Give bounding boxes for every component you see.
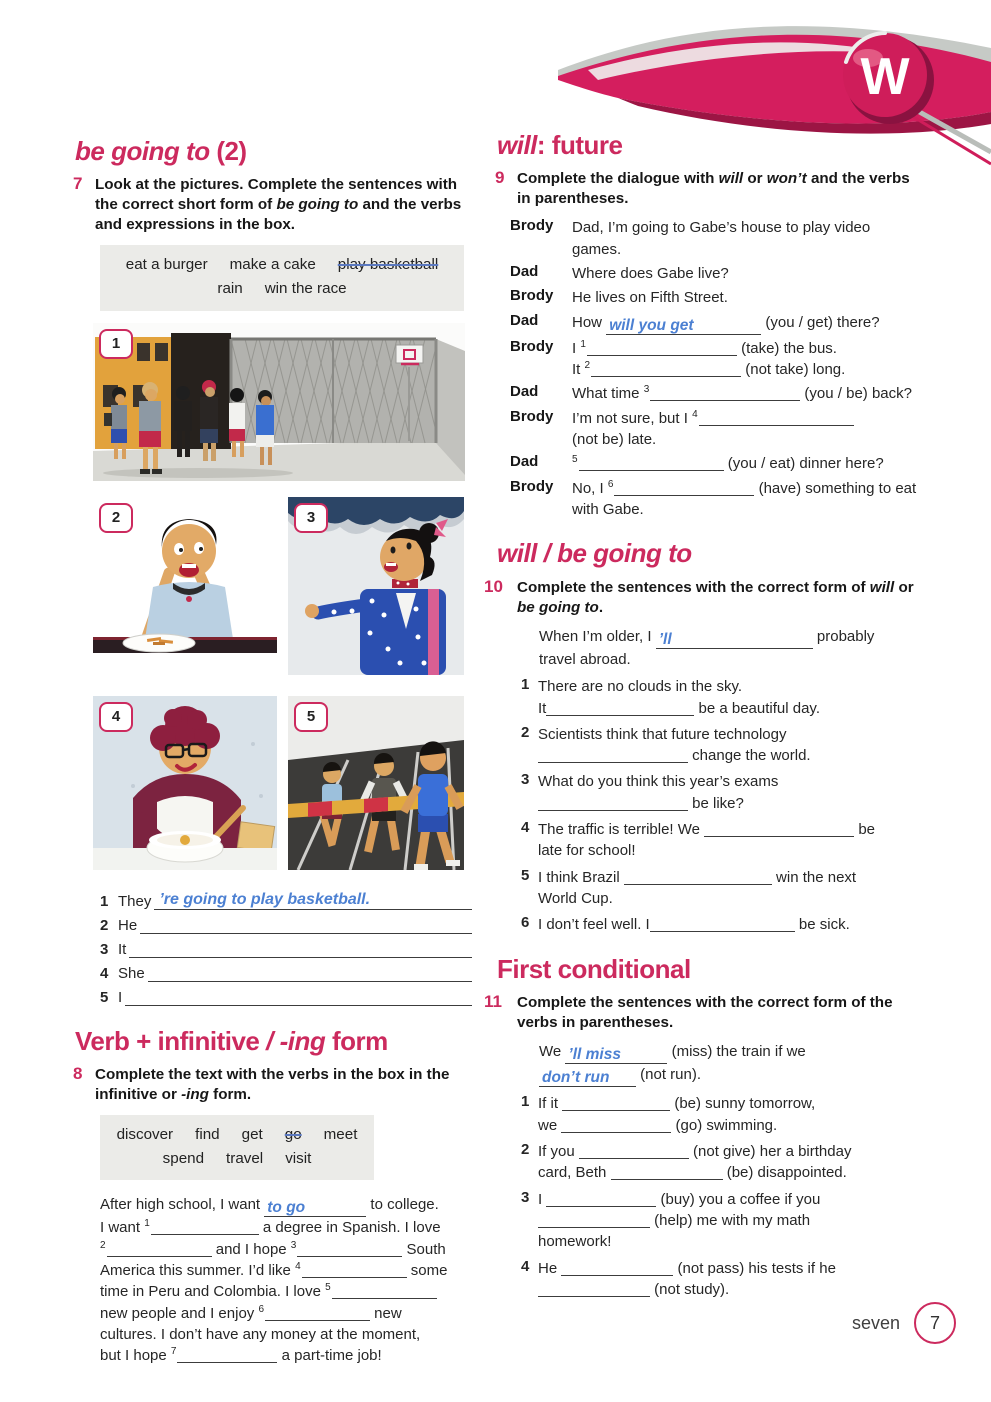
text: How — [572, 313, 607, 331]
text: be — [854, 821, 876, 839]
picture-5 — [288, 696, 464, 875]
picture-1 — [93, 323, 465, 481]
text: (not give) her a birthday — [688, 1143, 852, 1161]
text: get — [241, 1126, 263, 1144]
handwritten-answer: to go — [264, 1200, 366, 1217]
answer-line — [100, 941, 472, 958]
answer-pronoun: She — [118, 964, 145, 982]
text: to college. — [366, 1196, 439, 1214]
text: We — [539, 1042, 566, 1060]
italic-text: will — [497, 130, 537, 160]
item-number: 4 — [521, 819, 530, 837]
dialogue-row — [510, 263, 921, 284]
section-heading-verb-infinitive — [75, 1025, 473, 1056]
text: and the verbs and expressions in the box. — [95, 196, 462, 234]
text: Complete the sentences with the correct form of the verbs in parentheses. — [517, 993, 893, 1031]
word-box-line — [106, 253, 458, 277]
exercise-number: 9 — [495, 168, 505, 188]
text: If it — [538, 1095, 563, 1113]
blank-number: 6 — [607, 478, 614, 490]
text: form. — [208, 1085, 252, 1103]
text: meet — [323, 1126, 358, 1144]
answer-pronoun: It — [118, 940, 127, 958]
answer-pronoun: They — [118, 892, 152, 910]
section-heading-will-future — [497, 132, 921, 159]
text: change the world. — [688, 747, 811, 765]
text: (you / be) back? — [800, 385, 912, 403]
exercise-7-answers — [100, 893, 472, 1006]
item-number: 4 — [521, 1257, 530, 1275]
sentence-item — [521, 771, 921, 814]
blank-line — [107, 1242, 212, 1257]
blank-line — [151, 1220, 259, 1235]
dialogue-row — [510, 217, 921, 260]
sentence-item — [521, 1258, 921, 1301]
dialogue-text — [572, 453, 921, 474]
dialogue-text — [572, 478, 921, 521]
exercise-10-instructions — [517, 578, 921, 618]
exercise-number: 11 — [484, 991, 502, 1011]
blank-number: 1 — [144, 1218, 150, 1230]
blank-line — [591, 362, 741, 377]
dialogue-text — [572, 408, 921, 451]
text: visit — [285, 1149, 312, 1167]
page-number: 7 — [930, 1312, 941, 1333]
item-text — [538, 867, 921, 910]
blank-line — [611, 1165, 723, 1180]
exercise-11 — [484, 991, 921, 1033]
text: I don’t feel well. I — [538, 916, 650, 934]
dialogue-text — [572, 263, 921, 284]
exercise-7 — [75, 175, 473, 235]
text: (not take) long. — [741, 361, 846, 379]
page-number-circle — [914, 1302, 956, 1344]
blank-line — [624, 870, 772, 885]
exercise-8-instructions — [95, 1065, 473, 1105]
picture-number-badge: 3 — [294, 503, 328, 533]
text: He lives on Fifth Street. — [572, 289, 728, 307]
word-box-ex7 — [100, 245, 464, 310]
italic-text: -ing — [181, 1085, 209, 1103]
blank-line — [579, 1144, 689, 1159]
text: Scientists think that future technology — [538, 725, 787, 743]
speaker-name: Dad — [510, 453, 539, 471]
text: a part-time job! — [277, 1347, 382, 1365]
text: I think Brazil — [538, 868, 624, 886]
blank-line — [538, 796, 688, 811]
blank-line — [546, 1192, 656, 1207]
exercise-8 — [75, 1065, 473, 1105]
dialogue-row — [510, 478, 921, 521]
text: find — [195, 1126, 220, 1144]
dialogue-row — [510, 408, 921, 451]
exercise-11-instructions — [517, 993, 921, 1033]
text: (help) me with my math — [650, 1211, 811, 1229]
text: but I hope — [100, 1347, 171, 1365]
blank-line — [265, 1306, 370, 1321]
section-heading-first-conditional — [497, 953, 921, 984]
text: . — [598, 598, 604, 616]
word-box-line — [106, 1123, 368, 1147]
text: (buy) you a coffee if you — [656, 1190, 821, 1208]
exercise-8-text — [100, 1194, 472, 1366]
italic-text: be going to — [276, 196, 359, 214]
exercise-10-items — [521, 676, 921, 935]
text: make a cake — [229, 256, 316, 274]
speaker-name: Dad — [510, 383, 539, 401]
exercise-11-items — [521, 1093, 921, 1300]
item-text — [538, 914, 921, 935]
sentence-item — [521, 819, 921, 862]
item-text — [538, 819, 921, 862]
answer-line — [100, 917, 472, 934]
answer-number: 5 — [100, 988, 109, 1006]
text: (not pass) his tests if he — [673, 1259, 836, 1277]
text: win the race — [264, 280, 347, 298]
sentence-item — [521, 1093, 921, 1136]
item-text — [538, 676, 921, 719]
text: some — [406, 1262, 448, 1280]
page-footer — [852, 1302, 956, 1344]
text: The traffic is terrible! We — [538, 821, 705, 839]
page-number-word: seven — [852, 1312, 901, 1333]
blank-number: 6 — [258, 1303, 265, 1315]
text: a degree in Spanish. I love — [258, 1219, 441, 1237]
text: (be) disappointed. — [722, 1164, 847, 1182]
item-number: 5 — [521, 866, 530, 884]
blank-line — [538, 1213, 650, 1228]
text: (not study). — [650, 1280, 730, 1298]
speaker-name: Brody — [510, 217, 554, 235]
sentence-item — [521, 676, 921, 719]
answer-line — [100, 893, 472, 910]
text: I want — [100, 1219, 145, 1237]
text: (have) something to eat with Gabe. — [572, 479, 917, 518]
dialogue-text — [572, 217, 921, 260]
blank-line — [587, 341, 737, 356]
answer-pronoun: He — [118, 916, 138, 934]
dialogue — [510, 217, 921, 520]
word-box-line — [106, 1147, 368, 1171]
item-text — [538, 1189, 921, 1253]
exercise-10-example — [539, 626, 921, 671]
dialogue-row — [510, 312, 921, 335]
blank-line — [297, 1242, 402, 1257]
blank-line — [177, 1348, 277, 1363]
blank-line — [579, 456, 724, 471]
exercise-9-instructions — [517, 169, 921, 209]
handwritten-answer: will you get — [606, 318, 761, 335]
blank-line — [650, 917, 795, 932]
text: What do you think this year’s exams — [538, 773, 779, 791]
handwritten-answer: ’re going to play basketball. — [154, 891, 472, 910]
answer-writing-line — [148, 981, 472, 982]
text: form — [325, 1025, 388, 1056]
dialogue-row — [510, 338, 921, 381]
text: After high school, I want — [100, 1196, 265, 1214]
dialogue-row — [510, 383, 921, 404]
text: spend — [162, 1149, 205, 1167]
answer-writing-line — [125, 1005, 472, 1006]
text: be a beautiful day. — [694, 699, 820, 717]
picture-2 — [93, 497, 277, 680]
text: card, Beth — [538, 1164, 611, 1182]
text: Verb + infinitive — [75, 1025, 267, 1056]
text: Complete the text with the verbs in the box in the infinitive or — [95, 1065, 450, 1103]
text: When I’m older, I — [539, 627, 656, 645]
text: (you / get) there? — [761, 313, 880, 331]
item-text — [538, 1258, 921, 1301]
picture-number-badge: 5 — [294, 702, 328, 732]
dialogue-text — [572, 312, 921, 335]
text: or — [894, 578, 914, 596]
blank-line — [538, 1282, 650, 1297]
italic-text: will — [718, 170, 744, 188]
blank-line — [538, 748, 688, 763]
blank-number: 5 — [572, 454, 578, 466]
sentence-item — [521, 1189, 921, 1253]
italic-text: won’t — [766, 170, 807, 188]
italic-text: be going to — [75, 136, 210, 166]
item-text — [538, 724, 921, 767]
text: time in Peru and Colombia. I love — [100, 1283, 326, 1301]
blank-number: 2 — [100, 1239, 106, 1251]
text: Complete the sentences with the correct form of — [517, 578, 870, 596]
sentence-item — [521, 867, 921, 910]
exercise-9 — [497, 169, 921, 209]
italic-text: be going to — [517, 598, 599, 616]
blank-line — [332, 1284, 437, 1299]
speaker-name: Brody — [510, 407, 554, 425]
text: (you / eat) dinner here? — [723, 455, 884, 473]
dialogue-row — [510, 287, 921, 308]
text: homework! — [538, 1233, 612, 1251]
exercise-7-instructions — [95, 175, 473, 235]
dialogue-text — [572, 338, 921, 381]
crossed-out-word: play basketball — [337, 256, 439, 274]
text: discover — [116, 1126, 174, 1144]
text: probably — [812, 627, 875, 645]
blank-line — [562, 1096, 670, 1111]
text: (miss) the train if we — [667, 1042, 806, 1060]
text: What time — [572, 385, 644, 403]
speaker-name: Brody — [510, 337, 554, 355]
answer-number: 4 — [100, 964, 109, 982]
blank-line — [699, 411, 854, 426]
blank-number: 2 — [584, 360, 591, 372]
section-heading-be-going-to — [75, 138, 473, 165]
illustration-basketball-court — [93, 323, 465, 481]
answer-line — [100, 965, 472, 982]
exercise-number: 8 — [73, 1063, 83, 1083]
right-column — [484, 130, 921, 1305]
answer-line — [100, 989, 472, 1006]
text: eat a burger — [125, 256, 208, 274]
text: First conditional — [497, 953, 691, 984]
text: be sick. — [794, 916, 850, 934]
answer-number: 2 — [100, 916, 109, 934]
text: Complete the dialogue with — [517, 170, 719, 188]
blank-number: 4 — [692, 408, 698, 420]
word-box-line — [106, 277, 458, 301]
item-number: 2 — [521, 1141, 530, 1159]
text: (be) sunny tomorrow, — [670, 1095, 816, 1113]
item-number: 6 — [521, 914, 530, 932]
text: (not be) late. — [572, 431, 657, 449]
item-number: 3 — [521, 771, 530, 789]
text: Where does Gabe live? — [572, 265, 729, 283]
item-text — [538, 1093, 921, 1136]
text: I — [572, 339, 581, 357]
sentence-item — [521, 724, 921, 767]
text: World Cup. — [538, 889, 613, 907]
answer-writing-line — [129, 957, 472, 958]
text: new — [370, 1304, 402, 1322]
exercise-10 — [484, 576, 921, 618]
item-number: 2 — [521, 723, 530, 741]
exercise-11-example — [539, 1041, 921, 1088]
text: new people and I enjoy — [100, 1304, 259, 1322]
speaker-name: Brody — [510, 287, 554, 305]
text: Look at the pictures. Complete the sentences with the correct short form of — [95, 176, 458, 214]
left-column — [75, 138, 473, 1367]
exercise-number: 10 — [484, 576, 503, 596]
speaker-name: Brody — [510, 477, 554, 495]
text: rain — [217, 280, 243, 298]
picture-4 — [93, 696, 277, 875]
answer-number: 1 — [100, 892, 109, 910]
text: or — [743, 170, 767, 188]
crossed-out-word: go — [284, 1126, 302, 1144]
word-box-ex8 — [100, 1115, 374, 1180]
text: South — [402, 1240, 446, 1258]
speaker-name: Dad — [510, 263, 539, 281]
text: travel abroad. — [539, 650, 631, 668]
text: If you — [538, 1143, 579, 1161]
text: No, I — [572, 479, 608, 497]
text: and I hope — [211, 1240, 291, 1258]
blank-line — [614, 481, 754, 496]
text: travel — [226, 1149, 264, 1167]
item-number: 3 — [521, 1188, 530, 1206]
dialogue-text — [572, 287, 921, 308]
text: win the next — [771, 868, 857, 886]
text: we — [538, 1116, 562, 1134]
section-heading-will-be-going-to — [497, 540, 921, 567]
answer-writing-line — [140, 933, 472, 934]
handwritten-answer: ’ll miss — [565, 1047, 667, 1064]
blank-number: 7 — [170, 1346, 177, 1358]
dialogue-row — [510, 453, 921, 474]
item-text — [538, 771, 921, 814]
text: It — [538, 699, 547, 717]
item-number: 1 — [521, 1093, 530, 1111]
picture-number-badge: 1 — [99, 329, 133, 359]
answer-number: 3 — [100, 940, 109, 958]
text: and the verbs in parentheses. — [517, 170, 910, 208]
handwritten-answer: don’t run — [539, 1070, 636, 1087]
sentence-item — [521, 914, 921, 935]
text: There are no clouds in the sky. — [538, 678, 742, 696]
text: late for school! — [538, 842, 636, 860]
picture-number-badge: 2 — [99, 503, 133, 533]
sentence-item — [521, 1141, 921, 1184]
text: (not run). — [636, 1066, 702, 1084]
blank-number: 1 — [580, 338, 586, 350]
blank-line — [650, 386, 800, 401]
text: He — [538, 1259, 562, 1277]
text: (take) the bus. — [736, 339, 837, 357]
text: : future — [536, 130, 623, 160]
item-number: 1 — [521, 676, 530, 694]
exercise-number: 7 — [73, 174, 83, 194]
italic-text: will / be going to — [497, 538, 692, 569]
handwritten-answer: ’ll — [656, 632, 813, 649]
text: be like? — [688, 794, 744, 812]
text: cultures. I don’t have any money at the moment, — [100, 1325, 421, 1343]
picture-3 — [288, 497, 464, 680]
blank-line — [546, 701, 694, 716]
text: America this summer. I’d like — [100, 1262, 296, 1280]
speaker-name: Dad — [510, 311, 539, 329]
blank-number: 5 — [325, 1282, 331, 1294]
blank-number: 3 — [643, 384, 650, 396]
logo-letter: W — [860, 48, 910, 106]
text: I’m not sure, but I — [572, 409, 693, 427]
text: I — [538, 1190, 547, 1208]
text: (go) swimming. — [671, 1116, 778, 1134]
text: It — [572, 361, 585, 379]
italic-text: will — [869, 578, 895, 596]
dialogue-text — [572, 383, 921, 404]
blank-line — [704, 822, 854, 837]
answer-pronoun: I — [118, 988, 123, 1006]
text: Dad, I’m going to Gabe’s house to play video games. — [572, 219, 871, 258]
item-text — [538, 1141, 921, 1184]
blank-line — [561, 1261, 673, 1276]
blank-line — [561, 1118, 671, 1133]
blank-line — [302, 1263, 407, 1278]
blank-number: 4 — [295, 1261, 301, 1273]
blank-number: 3 — [290, 1239, 297, 1251]
text: (2) — [209, 136, 247, 166]
picture-number-badge: 4 — [99, 702, 133, 732]
italic-text: / -ing — [266, 1025, 326, 1056]
